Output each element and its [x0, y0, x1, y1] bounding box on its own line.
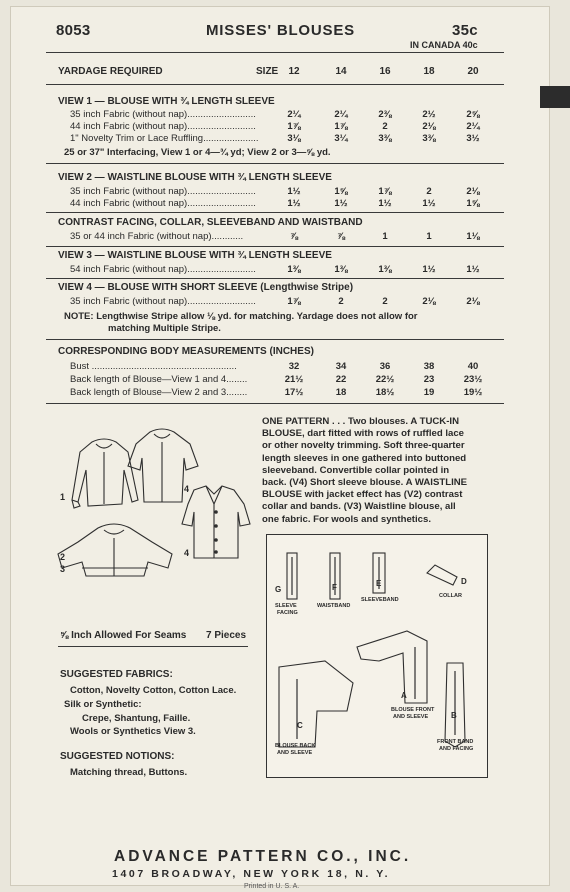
desc-line: or other novelty trimming. Soft three-quarter — [262, 440, 465, 452]
cr1-12: ⅞ — [290, 231, 298, 242]
m1-20: 40 — [467, 361, 479, 372]
piece-letter-g: G — [275, 585, 282, 594]
m1-12: 32 — [288, 361, 300, 372]
piece-letter-e: E — [376, 579, 382, 588]
fabric-line: Crepe, Shantung, Faille. — [82, 713, 191, 724]
pattern-description — [262, 416, 494, 526]
piece-name-a2: AND SLEEVE — [393, 714, 429, 720]
v2r1-18: 2 — [426, 186, 432, 197]
view-number-4a: 4 — [184, 484, 190, 494]
meas-row1-label: Bust ....................................................... — [70, 361, 237, 372]
m2-12: 21½ — [284, 374, 304, 385]
view1-title: VIEW 1 — BLOUSE WITH ¾ LENGTH SLEEVE — [58, 96, 275, 107]
v1r2-12: 1⅞ — [287, 121, 301, 132]
fabric-line: Cotton, Novelty Cotton, Cotton Lace. — [70, 685, 237, 696]
v3r1-16: 1⅜ — [378, 264, 392, 275]
view1-rule — [46, 163, 504, 164]
desc-line: ONE PATTERN . . . Two blouses. A TUCK-IN — [262, 416, 460, 427]
view1-row3-label: 1" Novelty Trim or Lace Ruffling..................... — [70, 133, 259, 144]
v1r3-20: 3½ — [466, 133, 480, 144]
size-16: 16 — [379, 66, 391, 77]
desc-line: one fabric. For wools and synthetics. — [262, 513, 431, 525]
view1-interfacing-note: 25 or 37" Interfacing, View 1 or 4—¾ yd; View 2 or 3—⅝ yd. — [64, 147, 331, 158]
v2r2-16: 1½ — [378, 198, 392, 209]
seams-rule — [58, 646, 248, 647]
v3r1-18: 1½ — [422, 264, 436, 275]
v1r2-20: 2¼ — [466, 121, 480, 132]
view-number-2: 2 — [60, 552, 66, 562]
view3-row1-label: 54 inch Fabric (without nap).......................... — [70, 264, 256, 275]
v2r1-16: 1⅞ — [378, 186, 392, 197]
m1-14: 34 — [335, 361, 347, 372]
canada-price: IN CANADA 40c — [410, 40, 478, 50]
m3-18: 19 — [423, 387, 435, 398]
m1-16: 36 — [379, 361, 391, 372]
v3r1-12: 1⅜ — [287, 264, 301, 275]
desc-line: BLOUSE with jacket effect has (V2) contrast — [262, 489, 463, 501]
m1-18: 38 — [423, 361, 435, 372]
view-number-1: 1 — [60, 492, 66, 502]
piece-letter-d: D — [461, 577, 467, 586]
desc-line: collar and bands. (V3) Waistline blouse, all — [262, 501, 456, 513]
view-number-3: 3 — [60, 564, 66, 574]
contrast-row1-label: 35 or 44 inch Fabric (without nap)............ — [70, 231, 244, 242]
printed-in: Printed in U. S. A. — [244, 883, 300, 890]
piece-name-f: WAISTBAND — [317, 603, 351, 609]
blouse-illustrations — [52, 408, 262, 594]
v1r2-14: 1⅞ — [334, 121, 348, 132]
meas-row2-label: Back length of Blouse—View 1 and 4........ — [70, 374, 248, 385]
view-number-4b: 4 — [184, 548, 190, 558]
size-12: 12 — [288, 66, 300, 77]
view4-note-line1: NOTE: Lengthwise Stripe allow ⅛ yd. for matching. Yardage does not allow for — [64, 311, 418, 322]
view3-title: VIEW 3 — WAISTLINE BLOUSE WITH ¾ LENGTH SLEEVE — [58, 250, 332, 261]
view2-row1-label: 35 inch Fabric (without nap).......................... — [70, 186, 256, 197]
m3-20: 19½ — [463, 387, 483, 398]
m2-14: 22 — [335, 374, 347, 385]
v1r3-18: 3⅜ — [422, 133, 436, 144]
pattern-price: 35c — [452, 22, 478, 39]
v1r1-18: 2½ — [422, 109, 436, 120]
cr1-20: 1⅛ — [466, 231, 480, 242]
yardage-rule — [46, 84, 504, 85]
piece-name-e: SLEEVEBAND — [361, 597, 399, 603]
v4r1-18: 2⅛ — [422, 296, 436, 307]
seam-allowance: ⅝ Inch Allowed For Seams — [60, 630, 187, 641]
view2-rule — [46, 212, 504, 213]
desc-line: back. (V4) Short sleeve blouse. A WAISTLINE — [262, 477, 468, 489]
view1-row2-label: 44 inch Fabric (without nap).......................... — [70, 121, 256, 132]
v1r3-16: 3⅜ — [378, 133, 392, 144]
v3r1-14: 1⅜ — [334, 264, 348, 275]
v3r1-20: 1½ — [466, 264, 480, 275]
piece-name-d: COLLAR — [439, 593, 462, 599]
fabric-line: Wools or Synthetics View 3. — [70, 726, 196, 737]
piece-count: 7 Pieces — [206, 630, 247, 641]
v2r2-14: 1½ — [334, 198, 348, 209]
v1r1-12: 2¼ — [287, 109, 301, 120]
m2-20: 23½ — [463, 374, 483, 385]
v1r3-14: 3¼ — [334, 133, 348, 144]
v1r1-16: 2⅜ — [378, 109, 392, 120]
company-name: ADVANCE PATTERN CO., INC. — [114, 848, 412, 865]
piece-name-b2: AND FACING — [439, 746, 474, 752]
size-20: 20 — [467, 66, 479, 77]
v4r1-12: 1⅞ — [287, 296, 301, 307]
v2r2-20: 1⅝ — [466, 198, 480, 209]
v1r3-12: 3⅛ — [287, 133, 301, 144]
view2-title: VIEW 2 — WAISTLINE BLOUSE WITH ¾ LENGTH SLEEVE — [58, 172, 332, 183]
m3-12: 17½ — [284, 387, 304, 398]
fabrics-title: SUGGESTED FABRICS: — [60, 669, 173, 680]
piece-name-g2: FACING — [277, 610, 298, 616]
v2r2-18: 1½ — [422, 198, 436, 209]
notions-line: Matching thread, Buttons. — [70, 767, 188, 778]
piece-name-a: BLOUSE FRONT — [391, 707, 435, 713]
size-14: 14 — [335, 66, 347, 77]
view4-title: VIEW 4 — BLOUSE WITH SHORT SLEEVE (Lengthwise Stripe) — [58, 282, 354, 293]
view1-row1-label: 35 inch Fabric (without nap).......................... — [70, 109, 256, 120]
v1r1-20: 2⅝ — [466, 109, 480, 120]
v4r1-16: 2 — [382, 296, 388, 307]
view2-row2-label: 44 inch Fabric (without nap).......................... — [70, 198, 256, 209]
yardage-label: YARDAGE REQUIRED — [58, 66, 163, 77]
m3-14: 18 — [335, 387, 347, 398]
piece-name-c: BLOUSE BACK — [275, 743, 316, 749]
header-rule — [46, 52, 504, 53]
v4r1-14: 2 — [338, 296, 344, 307]
v1r2-16: 2 — [382, 121, 388, 132]
m3-16: 18½ — [375, 387, 395, 398]
piece-name-b: FRONT BAND — [437, 739, 474, 745]
meas-row3-label: Back length of Blouse—View 2 and 3........ — [70, 387, 248, 398]
view4-note-line2: matching Multiple Stripe. — [108, 323, 221, 334]
pattern-number: 8053 — [56, 22, 91, 39]
pattern-pieces-diagram — [266, 534, 488, 778]
cr1-14: ⅞ — [337, 231, 345, 242]
desc-line: BLOUSE, dart fitted with rows of ruffled lace — [262, 428, 465, 440]
piece-name-c2: AND SLEEVE — [277, 750, 313, 756]
piece-name-g: SLEEVE — [275, 603, 297, 609]
measurements-rule — [46, 403, 504, 404]
cr1-16: 1 — [382, 231, 388, 242]
measurements-title: CORRESPONDING BODY MEASUREMENTS (INCHES) — [58, 346, 314, 357]
desc-line: length sleeves in one gathered into buttoned — [262, 452, 467, 464]
v1r1-14: 2¼ — [334, 109, 348, 120]
notions-title: SUGGESTED NOTIONS: — [60, 751, 175, 762]
v2r1-12: 1½ — [287, 186, 301, 197]
v4r1-20: 2⅛ — [466, 296, 480, 307]
envelope-tab-mark — [540, 86, 570, 108]
m2-16: 22½ — [375, 374, 395, 385]
v2r2-12: 1½ — [287, 198, 301, 209]
v2r1-14: 1⅝ — [334, 186, 348, 197]
v1r2-18: 2⅛ — [422, 121, 436, 132]
piece-letter-b: B — [451, 711, 457, 720]
cr1-18: 1 — [426, 231, 432, 242]
size-label: SIZE — [256, 66, 279, 77]
m2-18: 23 — [423, 374, 435, 385]
desc-line: sleeveband. Convertible collar pointed in — [262, 464, 450, 476]
size-18: 18 — [423, 66, 435, 77]
yardage-bottom-rule — [46, 339, 504, 340]
piece-letter-a: A — [401, 691, 407, 700]
v2r1-20: 2⅛ — [466, 186, 480, 197]
view4-row1-label: 35 inch Fabric (without nap).......................... — [70, 296, 256, 307]
fabric-line: Silk or Synthetic: — [64, 699, 142, 710]
piece-letter-f: F — [332, 583, 337, 592]
view3-rule — [46, 278, 504, 279]
pattern-title: MISSES' BLOUSES — [206, 22, 355, 39]
piece-letter-c: C — [297, 721, 303, 730]
contrast-title: CONTRAST FACING, COLLAR, SLEEVEBAND AND WAISTBAND — [58, 217, 363, 228]
company-address: 1407 BROADWAY, NEW YORK 18, N. Y. — [112, 868, 391, 880]
contrast-rule — [46, 246, 504, 247]
